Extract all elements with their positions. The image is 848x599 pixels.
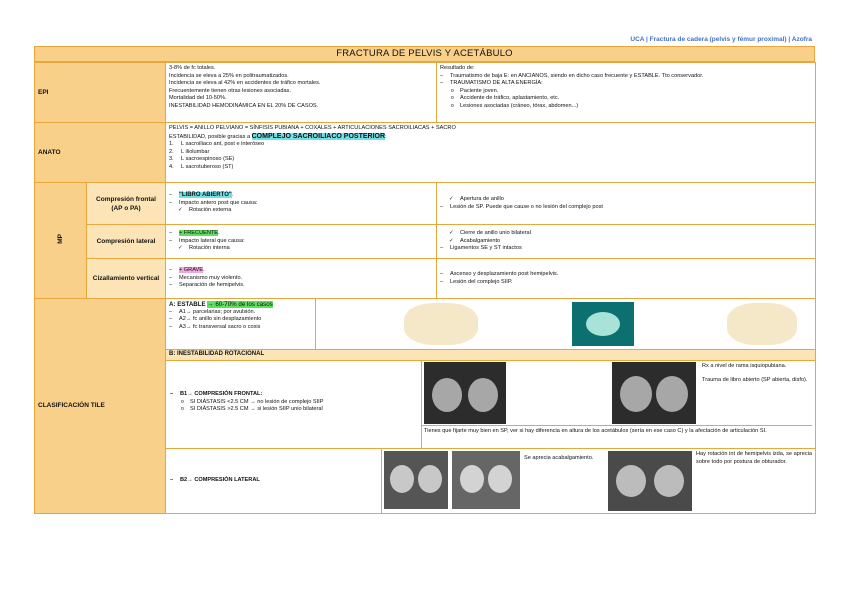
ligament-number: 1. <box>169 141 174 148</box>
mp-rotation: ✓ Rotación interna <box>169 245 433 253</box>
mp-name: Compresión frontal (AP o PA) <box>87 183 166 225</box>
b2-xray-3 <box>608 451 692 511</box>
epi-fact: Incidencia se eleva a 25% en politraumatizados. <box>169 72 289 79</box>
epi-fact: Mortalidad del 10-50%. <box>169 95 227 102</box>
anato-cell <box>166 123 816 183</box>
mp-left-cell <box>166 183 437 225</box>
anato-colon: : <box>385 133 387 140</box>
epi-fact: Frecuentemente tienen otras lesiones asociadas. <box>169 87 291 94</box>
page-title: FRACTURA DE PELVIS Y ACETÁBULO <box>34 46 815 62</box>
ligament-text: L sacrotuberoso (ST) <box>181 163 234 170</box>
mp-label-cell <box>35 183 87 299</box>
fracture-sheet <box>34 46 815 514</box>
mp-impact: – Impacto lateral que causa: <box>169 238 433 246</box>
tile-b1-cell <box>166 361 816 449</box>
tile-a-item: – A2→ fc anillo sin desplazamiento <box>169 316 312 324</box>
anato-stability <box>169 133 812 142</box>
ligament-item <box>169 141 812 149</box>
mp-effect: ✓ Acabalgamiento <box>440 238 812 246</box>
tile-a-row <box>35 299 816 350</box>
b2-note: Hay rotación int de hemipelvis izda, se aprecia sobre todo por postura de obturador. <box>696 451 813 465</box>
b2-xray-1 <box>384 451 448 509</box>
tile-a-heading <box>169 301 312 309</box>
tile-b1-item: o SI DIÁSTASIS <2.5 CM → no lesión de complejo SIIP <box>170 399 417 407</box>
epi-subcause: o Accidente de tráfico, aplastamiento, etc. <box>440 95 812 103</box>
ligament-text: L sacroiliaco ant, post e interóseo <box>181 141 265 148</box>
mp-highlight-suffix: . <box>203 267 205 274</box>
ligament-item <box>169 156 812 164</box>
ligament-text: L sacroespinoso (SE) <box>181 156 235 163</box>
epi-cause-title: Resultado de: <box>440 65 475 71</box>
epi-row <box>35 63 816 123</box>
mp-left-cell <box>166 225 437 259</box>
b2-note: Se aprecia acabalgamiento. <box>524 455 594 461</box>
anato-complex-highlight: COMPLEJO SACROILIACO POSTERIOR <box>251 132 386 140</box>
tile-a-highlight: → 60-70% de los casos <box>207 301 273 308</box>
mp-right-cell <box>437 225 816 259</box>
mp-rotation: ✓ Rotación externa <box>169 207 433 215</box>
mp-impact: – Impacto antero post que causa: <box>169 200 433 208</box>
mp-mechanism <box>169 192 433 200</box>
epi-cause: – TRAUMATISMO DE ALTA ENERGÍA: <box>440 80 812 88</box>
pelvis-illustration <box>404 303 478 345</box>
mp-left-cell <box>166 259 437 299</box>
anato-stability-text: ESTABILIDAD, posible gracias a <box>169 133 251 140</box>
ligament-item <box>169 164 812 172</box>
epi-fact: Incidencia se eleva al 42% en accidentes de tráfico mortales. <box>169 80 321 87</box>
epi-cause: – Traumatismo de baja E: en ANCIANOS, siendo en dicho caso frecuente y ESTABLE. Tto conservador. <box>440 73 812 81</box>
mp-highlight-suffix: . <box>218 230 220 237</box>
tile-b2-title: – B2→ COMPRESIÓN LATERAL <box>170 477 377 485</box>
mp-effect: ✓ Apertura de anillo <box>440 196 812 204</box>
b1-xray-2 <box>612 362 696 424</box>
b1-xray-1 <box>424 362 506 424</box>
b1-notes <box>702 363 812 384</box>
ligament-number: 4. <box>169 163 174 170</box>
tile-a-item: – A3→ fc transversal sacro o coxis <box>169 324 312 332</box>
epi-fact: INESTABILIDAD HEMODINÁMICA EN EL 20% DE CASOS. <box>169 102 319 109</box>
ligament-text: L iliolumbar <box>181 148 210 155</box>
tile-b1-item: o SI DIÁSTASIS >2.5 CM → si lesión SIIP unio bilateral <box>170 406 417 414</box>
epi-label: EPI <box>35 63 166 123</box>
mp-label: MP <box>56 234 64 245</box>
epi-subcause: o Paciente joven. <box>440 88 812 96</box>
mp-highlight-suffix: . <box>231 192 234 199</box>
ligament-number: 2. <box>169 148 174 155</box>
b1-caption: Tienes que fijarte muy bien en SP, ver si hay diferencia en altura de los acetábulos (sería en ese caso C) y la afectación de articulación SI. <box>422 425 812 438</box>
tile-a-images <box>316 299 816 350</box>
b1-note: Rx a nivel de rama isquiopubiana. <box>702 363 787 369</box>
epi-fact: 3-8% de fc totales. <box>169 65 216 71</box>
b1-note: Trauma de libro abierto (SP abierta, disfo). <box>702 376 808 383</box>
mp-rotation: – Separación de hemipelvis. <box>169 282 433 290</box>
mp-highlight: + GRAVE <box>179 267 204 274</box>
anato-definition: PELVIS = ANILLO PELVIANO = SÍNFISIS PUBIANA + COXALES + ARTICULACIONES SACROILIACAS + SACRO <box>169 125 456 131</box>
tile-b2-text <box>166 449 382 513</box>
mp-effect: – Ligamentos SE y ST intactos <box>440 245 812 253</box>
tile-a-item: – A1→ parcelarias; por avulsión. <box>169 309 312 317</box>
ligament-number: 3. <box>169 156 174 163</box>
epi-right-cell <box>437 63 816 123</box>
tile-a-cell <box>166 299 316 350</box>
tile-b1-text <box>166 361 422 448</box>
anato-label: ANATO <box>35 123 166 183</box>
mp-row-vertical <box>35 259 816 299</box>
epi-subcause: o Lesiones asociadas (cráneo, tórax, abdomen...) <box>440 103 812 111</box>
mp-name: Compresión lateral <box>87 225 166 259</box>
tile-b-title: B: INESTABILIDAD ROTACIONAL <box>166 350 816 361</box>
tile-label: CLASIFICACIÓN TILE <box>35 299 166 514</box>
pelvis-xray-3d <box>572 302 634 346</box>
mp-effect: – Lesión del complejo SIIP. <box>440 279 812 287</box>
tile-b1-title: – B1→ COMPRESIÓN FRONTAL: <box>170 391 417 399</box>
anato-row <box>35 123 816 183</box>
b2-xray-2 <box>452 451 520 509</box>
mp-effect: – Lesión de SP. Puede que cause o no lesión del complejo post <box>440 204 812 212</box>
pelvis-illustration <box>727 303 797 345</box>
mp-effect: – Ascenso y desplazamiento post hemipelvis. <box>440 271 812 279</box>
tile-b2-cell <box>166 449 816 514</box>
tile-a-title: A: ESTABLE <box>169 301 206 308</box>
document-header: UCA | Fractura de cadera (pelvis y fémur proximal) | Azofra <box>630 36 812 43</box>
mp-effect: ✓ Cierre de anillo unio bilateral <box>440 230 812 238</box>
epi-left-cell <box>166 63 437 123</box>
mp-highlight: + FRECUENTE <box>179 230 219 237</box>
mp-row-frontal <box>35 183 816 225</box>
mp-mechanism <box>169 267 433 275</box>
mp-mechanism <box>169 230 433 238</box>
mp-right-cell <box>437 183 816 225</box>
mp-row-lateral <box>35 225 816 259</box>
mp-right-cell <box>437 259 816 299</box>
mp-impact: – Mecanismo muy violento. <box>169 275 433 283</box>
mp-highlight: "LIBRO ABIERTO" <box>179 192 232 199</box>
content-table <box>34 62 816 514</box>
ligament-item <box>169 149 812 157</box>
mp-name: Cizallamiento vertical <box>87 259 166 299</box>
